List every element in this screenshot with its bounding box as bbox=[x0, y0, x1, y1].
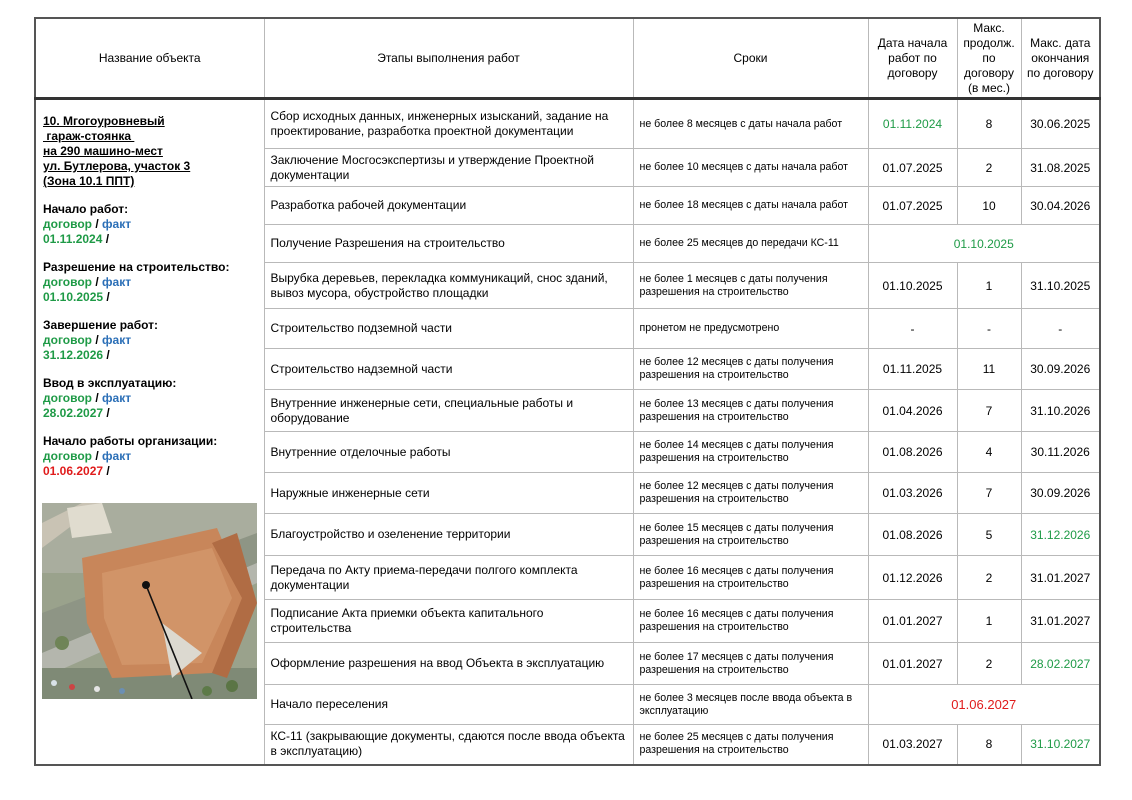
term-cell: не более 13 месяцев с даты получения разрешения на строительство bbox=[633, 390, 868, 432]
end-date-cell: 31.08.2025 bbox=[1021, 149, 1100, 187]
object-title bbox=[43, 114, 258, 189]
stage-cell: Внутренние отделочные работы bbox=[264, 432, 633, 473]
milestone-values bbox=[43, 348, 258, 363]
start-date-cell: 01.07.2025 bbox=[868, 149, 957, 187]
duration-cell: 5 bbox=[957, 514, 1021, 556]
term-cell: не более 16 месяцев с даты получения разрешения на строительство bbox=[633, 556, 868, 600]
term-cell: не более 16 месяцев с даты получения разрешения на строительство bbox=[633, 600, 868, 643]
milestone-date: 01.06.2027 bbox=[43, 464, 104, 478]
legend-dogovor: договор bbox=[43, 449, 92, 463]
stage-cell: Сбор исходных данных, инженерных изысканий, задание на проектирование, разработка проектной документации bbox=[264, 99, 633, 149]
milestone-date: 31.12.2026 bbox=[43, 348, 104, 362]
legend-slash: / bbox=[95, 217, 99, 231]
schedule-table bbox=[34, 17, 1101, 766]
milestone-date: 01.10.2025 bbox=[43, 290, 104, 304]
duration-cell: 4 bbox=[957, 432, 1021, 473]
start-date-cell: 01.04.2026 bbox=[868, 390, 957, 432]
term-cell: не более 1 месяцев с даты получения разрешения на строительство bbox=[633, 263, 868, 309]
milestone bbox=[43, 202, 258, 247]
stage-cell: КС-11 (закрывающие документы, сдаются после ввода объекта в эксплуатацию) bbox=[264, 725, 633, 765]
end-date-cell: 31.01.2027 bbox=[1021, 556, 1100, 600]
object-title-line: ул. Бутлерова, участок 3 bbox=[43, 159, 191, 173]
milestone-legend bbox=[43, 333, 258, 348]
milestone bbox=[43, 318, 258, 363]
header-max-duration: Макс. продолж. по договору (в мес.) bbox=[957, 18, 1021, 99]
start-date-cell: - bbox=[868, 309, 957, 349]
legend-slash: / bbox=[95, 333, 99, 347]
legend-dogovor: договор bbox=[43, 333, 92, 347]
milestone-legend bbox=[43, 275, 258, 290]
end-date-cell: 31.10.2027 bbox=[1021, 725, 1100, 765]
merged-date-cell: 01.10.2025 bbox=[868, 225, 1100, 263]
milestone-slash: / bbox=[105, 232, 110, 246]
duration-cell: 8 bbox=[957, 725, 1021, 765]
duration-cell: 7 bbox=[957, 390, 1021, 432]
duration-cell: 1 bbox=[957, 600, 1021, 643]
header-terms: Сроки bbox=[633, 18, 868, 99]
milestone-label: Начало работ: bbox=[43, 202, 129, 216]
end-date-cell: 30.09.2026 bbox=[1021, 473, 1100, 514]
stage-cell: Заключение Мосгосэкспертизы и утверждение Проектной документации bbox=[264, 149, 633, 187]
header-object-name: Название объекта bbox=[35, 18, 264, 99]
stage-cell: Благоустройство и озеленение территории bbox=[264, 514, 633, 556]
legend-fakt: факт bbox=[102, 275, 132, 289]
term-cell: не более 17 месяцев с даты получения разрешения на строительство bbox=[633, 643, 868, 685]
object-title-line: 10. Мгогоуровневый bbox=[43, 114, 165, 128]
milestone bbox=[43, 376, 258, 421]
end-date-cell: - bbox=[1021, 309, 1100, 349]
term-cell: не более 15 месяцев с даты получения разрешения на строительство bbox=[633, 514, 868, 556]
milestone-label: Разрешение на строительство: bbox=[43, 260, 230, 274]
start-date-cell: 01.12.2026 bbox=[868, 556, 957, 600]
stage-cell: Наружные инженерные сети bbox=[264, 473, 633, 514]
header-start-date: Дата начала работ по договору bbox=[868, 18, 957, 99]
start-date-cell: 01.11.2025 bbox=[868, 349, 957, 390]
end-date-cell: 31.10.2025 bbox=[1021, 263, 1100, 309]
legend-fakt: факт bbox=[102, 449, 132, 463]
stage-cell: Разработка рабочей документации bbox=[264, 187, 633, 225]
aerial-photo bbox=[42, 503, 257, 699]
stage-cell: Строительство подземной части bbox=[264, 309, 633, 349]
end-date-cell: 30.06.2025 bbox=[1021, 99, 1100, 149]
term-cell: не более 25 месяцев до передачи КС-11 bbox=[633, 225, 868, 263]
stage-cell: Внутренние инженерные сети, специальные работы и оборудование bbox=[264, 390, 633, 432]
milestone-date: 28.02.2027 bbox=[43, 406, 104, 420]
stage-cell: Начало переселения bbox=[264, 685, 633, 725]
milestone-legend bbox=[43, 217, 258, 232]
header-row bbox=[35, 18, 1100, 99]
duration-cell: 2 bbox=[957, 556, 1021, 600]
header-max-end: Макс. дата окончания по договору bbox=[1021, 18, 1100, 99]
milestones bbox=[43, 202, 258, 479]
milestone-slash: / bbox=[106, 348, 110, 362]
stage-cell: Оформление разрешения на ввод Объекта в эксплуатацию bbox=[264, 643, 633, 685]
object-info-cell bbox=[35, 99, 264, 765]
term-cell: не более 12 месяцев с даты получения разрешения на строительство bbox=[633, 473, 868, 514]
legend-slash: / bbox=[95, 275, 99, 289]
start-date-cell: 01.10.2025 bbox=[868, 263, 957, 309]
term-cell: не более 18 месяцев с даты начала работ bbox=[633, 187, 868, 225]
term-cell: не более 12 месяцев с даты получения разрешения на строительство bbox=[633, 349, 868, 390]
stage-cell: Вырубка деревьев, перекладка коммуникаций, снос зданий, вывоз мусора, обустройство площадки bbox=[264, 263, 633, 309]
stage-cell: Передача по Акту приема-передачи полгого комплекта документации bbox=[264, 556, 633, 600]
milestone-slash: / bbox=[106, 406, 110, 420]
header-stages: Этапы выполнения работ bbox=[264, 18, 633, 99]
start-date-cell: 01.08.2026 bbox=[868, 432, 957, 473]
milestone-slash: / bbox=[106, 290, 110, 304]
end-date-cell: 31.10.2026 bbox=[1021, 390, 1100, 432]
milestone-slash: / bbox=[106, 464, 110, 478]
duration-cell: 10 bbox=[957, 187, 1021, 225]
term-cell: не более 25 месяцев с даты получения разрешения на строительство bbox=[633, 725, 868, 765]
milestone-values bbox=[43, 290, 258, 305]
duration-cell: - bbox=[957, 309, 1021, 349]
milestone-label: Ввод в эксплуатацию: bbox=[43, 376, 177, 390]
legend-dogovor: договор bbox=[43, 275, 92, 289]
term-cell: не более 8 месяцев с даты начала работ bbox=[633, 99, 868, 149]
duration-cell: 2 bbox=[957, 643, 1021, 685]
stage-cell: Подписание Акта приемки объекта капитального строительства bbox=[264, 600, 633, 643]
stage-cell: Получение Разрешения на строительство bbox=[264, 225, 633, 263]
milestone-legend bbox=[43, 391, 258, 406]
milestone-values bbox=[43, 232, 258, 247]
duration-cell: 11 bbox=[957, 349, 1021, 390]
table-row bbox=[35, 99, 1100, 149]
duration-cell: 1 bbox=[957, 263, 1021, 309]
legend-dogovor: договор bbox=[43, 217, 92, 231]
start-date-cell: 01.01.2027 bbox=[868, 600, 957, 643]
start-date-cell: 01.07.2025 bbox=[868, 187, 957, 225]
legend-fakt: факт bbox=[102, 333, 132, 347]
milestone-date: 01.11.2024 bbox=[43, 232, 103, 246]
term-cell: не более 10 месяцев с даты начала работ bbox=[633, 149, 868, 187]
milestone bbox=[43, 260, 258, 305]
end-date-cell: 31.01.2027 bbox=[1021, 600, 1100, 643]
term-cell: не более 3 месяцев после ввода объекта в эксплуатацию bbox=[633, 685, 868, 725]
start-date-cell: 01.03.2027 bbox=[868, 725, 957, 765]
milestone-legend bbox=[43, 449, 258, 464]
legend-dogovor: договор bbox=[43, 391, 92, 405]
milestone-values bbox=[43, 464, 258, 479]
end-date-cell: 30.04.2026 bbox=[1021, 187, 1100, 225]
start-date-cell: 01.01.2027 bbox=[868, 643, 957, 685]
stage-cell: Строительство надземной части bbox=[264, 349, 633, 390]
start-date-cell: 01.11.2024 bbox=[868, 99, 957, 149]
start-date-cell: 01.03.2026 bbox=[868, 473, 957, 514]
end-date-cell: 30.09.2026 bbox=[1021, 349, 1100, 390]
legend-fakt: факт bbox=[102, 217, 132, 231]
merged-date-cell: 01.06.2027 bbox=[868, 685, 1100, 725]
object-info bbox=[36, 100, 264, 479]
end-date-cell: 30.11.2026 bbox=[1021, 432, 1100, 473]
legend-fakt: факт bbox=[102, 391, 132, 405]
object-title-line: на 290 машино-мест bbox=[43, 144, 163, 158]
object-title-line: гараж-стоянка bbox=[43, 129, 135, 143]
duration-cell: 7 bbox=[957, 473, 1021, 514]
end-date-cell: 28.02.2027 bbox=[1021, 643, 1100, 685]
legend-slash: / bbox=[95, 391, 99, 405]
duration-cell: 2 bbox=[957, 149, 1021, 187]
duration-cell: 8 bbox=[957, 99, 1021, 149]
term-cell: пронетом не предусмотрено bbox=[633, 309, 868, 349]
milestone bbox=[43, 434, 258, 479]
term-cell: не более 14 месяцев с даты получения разрешения на строительство bbox=[633, 432, 868, 473]
start-date-cell: 01.08.2026 bbox=[868, 514, 957, 556]
end-date-cell: 31.12.2026 bbox=[1021, 514, 1100, 556]
milestone-label: Начало работы организации: bbox=[43, 434, 218, 448]
milestone-label: Завершение работ: bbox=[43, 318, 159, 332]
milestone-values bbox=[43, 406, 258, 421]
legend-slash: / bbox=[95, 449, 99, 463]
object-title-line: (Зона 10.1 ППТ) bbox=[43, 174, 135, 188]
